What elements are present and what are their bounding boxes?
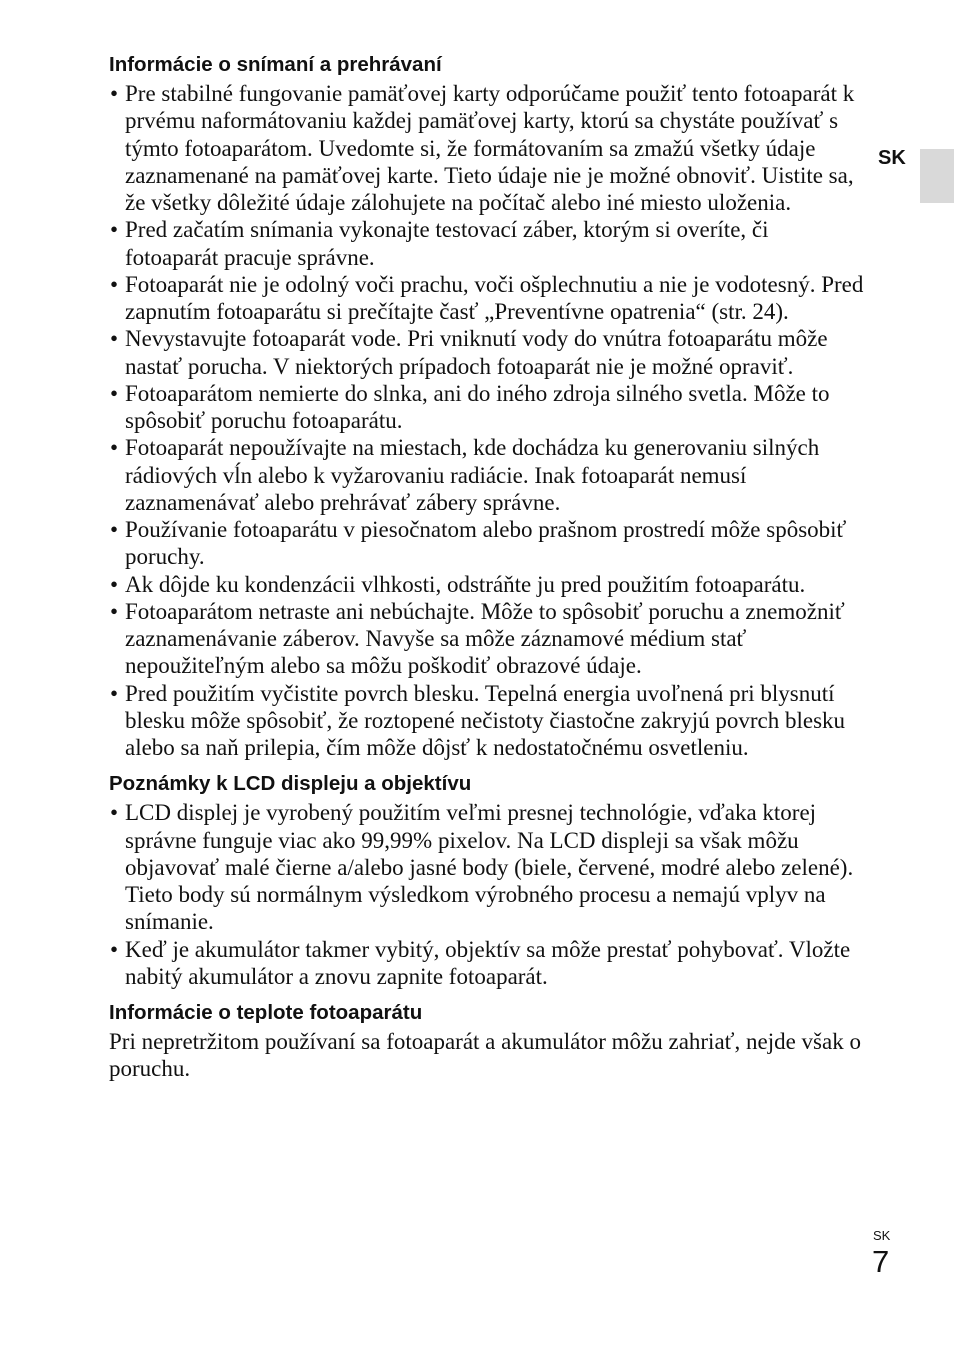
section-lcd-lens [109,770,864,990]
list-item: • Pred začatím snímania vykonajte testovací záber, ktorým si overíte, či fotoaparát pracuje správne. [109,216,864,271]
page-number: 7 [872,1244,890,1279]
section-heading: Poznámky k LCD displeju a objektívu [109,772,472,796]
list-item: • LCD displej je vyrobený použitím veľmi presnej technológie, vďaka ktorej správne funguje viac ako 99,99% pixelov. Na LCD displeji sa však môžu objavovať malé čierne a/alebo jasné body (biele, červené, modré alebo zelené). Tieto body sú normálnym výsledkom výrobného procesu a nemajú vplyv na snímanie. [109,799,864,935]
page-content [109,51,864,1083]
list-item: • Pre stabilné fungovanie pamäťovej karty odporúčame použiť tento fotoaparát k prvému naformátovaniu každej pamäťovej karty, ktorú sa chystáte používať s týmto fotoaparátom. Uvedomte si, že formátovaním sa zmažú všetky údaje zaznamenané na pamäťovej karte. Tieto údaje nie je možné obnoviť. Uistite sa, že všetky dôležité údaje zálohujete na počítač alebo iné miesto uloženia. [109,80,864,216]
language-tab-label: SK [878,147,906,169]
section-temperature [109,999,864,1083]
list-item: • Keď je akumulátor takmer vybitý, objektív sa môže prestať pohybovať. Vložte nabitý akumulátor a znovu zapnite fotoaparát. [109,936,864,991]
section-paragraph: Pri nepretržitom používaní sa fotoaparát a akumulátor môžu zahriať, nejde však o poruchu. [109,1029,861,1082]
list-item: • Fotoaparát nepoužívajte na miestach, kde dochádza ku generovaniu silných rádiových vĺn alebo k vyžarovaniu radiácie. Inak fotoaparát nemusí zaznamenávať alebo prehrávať zábery správne. [109,434,864,516]
list-item: • Ak dôjde ku kondenzácii vlhkosti, odstráňte ju pred použitím fotoaparátu. [109,571,864,598]
section-shooting-playback [109,51,864,761]
list-item: • Fotoaparátom nemierte do slnka, ani do iného zdroja silného svetla. Môže to spôsobiť poruchu fotoaparátu. [109,380,864,435]
section-heading: Informácie o teplote fotoaparátu [109,1001,423,1024]
section-heading: Informácie o snímaní a prehrávaní [109,53,442,76]
bullet-list [109,80,864,761]
list-item: • Fotoaparát nie je odolný voči prachu, voči ošplechnutiu a nie je vodotesný. Pred zapnutím fotoaparátu si prečítajte časť „Preventívne opatrenia“ (str. 24). [109,271,864,326]
language-tab-marker [920,149,954,203]
list-item: • Nevystavujte fotoaparát vode. Pri vniknutí vody do vnútra fotoaparátu môže nastať porucha. V niektorých prípadoch fotoaparát nie je možné opraviť. [109,325,864,380]
bullet-list [109,799,864,990]
footer-language-code: SK [873,1228,891,1243]
list-item: • Fotoaparátom netraste ani nebúchajte. Môže to spôsobiť poruchu a znemožniť zaznamenávanie záberov. Navyše sa môže záznamové médium stať nepoužiteľným alebo sa môžu poškodiť obrazové údaje. [109,598,864,680]
list-item: • Pred použitím vyčistite povrch blesku. Tepelná energia uvoľnená pri blysnutí blesku môže spôsobiť, že roztopené nečistoty čiastočne zakryjú povrch blesku alebo sa naň prilepia, čím môže dôjsť k nedostatočnému osvetleniu. [109,680,864,762]
list-item: • Používanie fotoaparátu v piesočnatom alebo prašnom prostredí môže spôsobiť poruchy. [109,516,864,571]
